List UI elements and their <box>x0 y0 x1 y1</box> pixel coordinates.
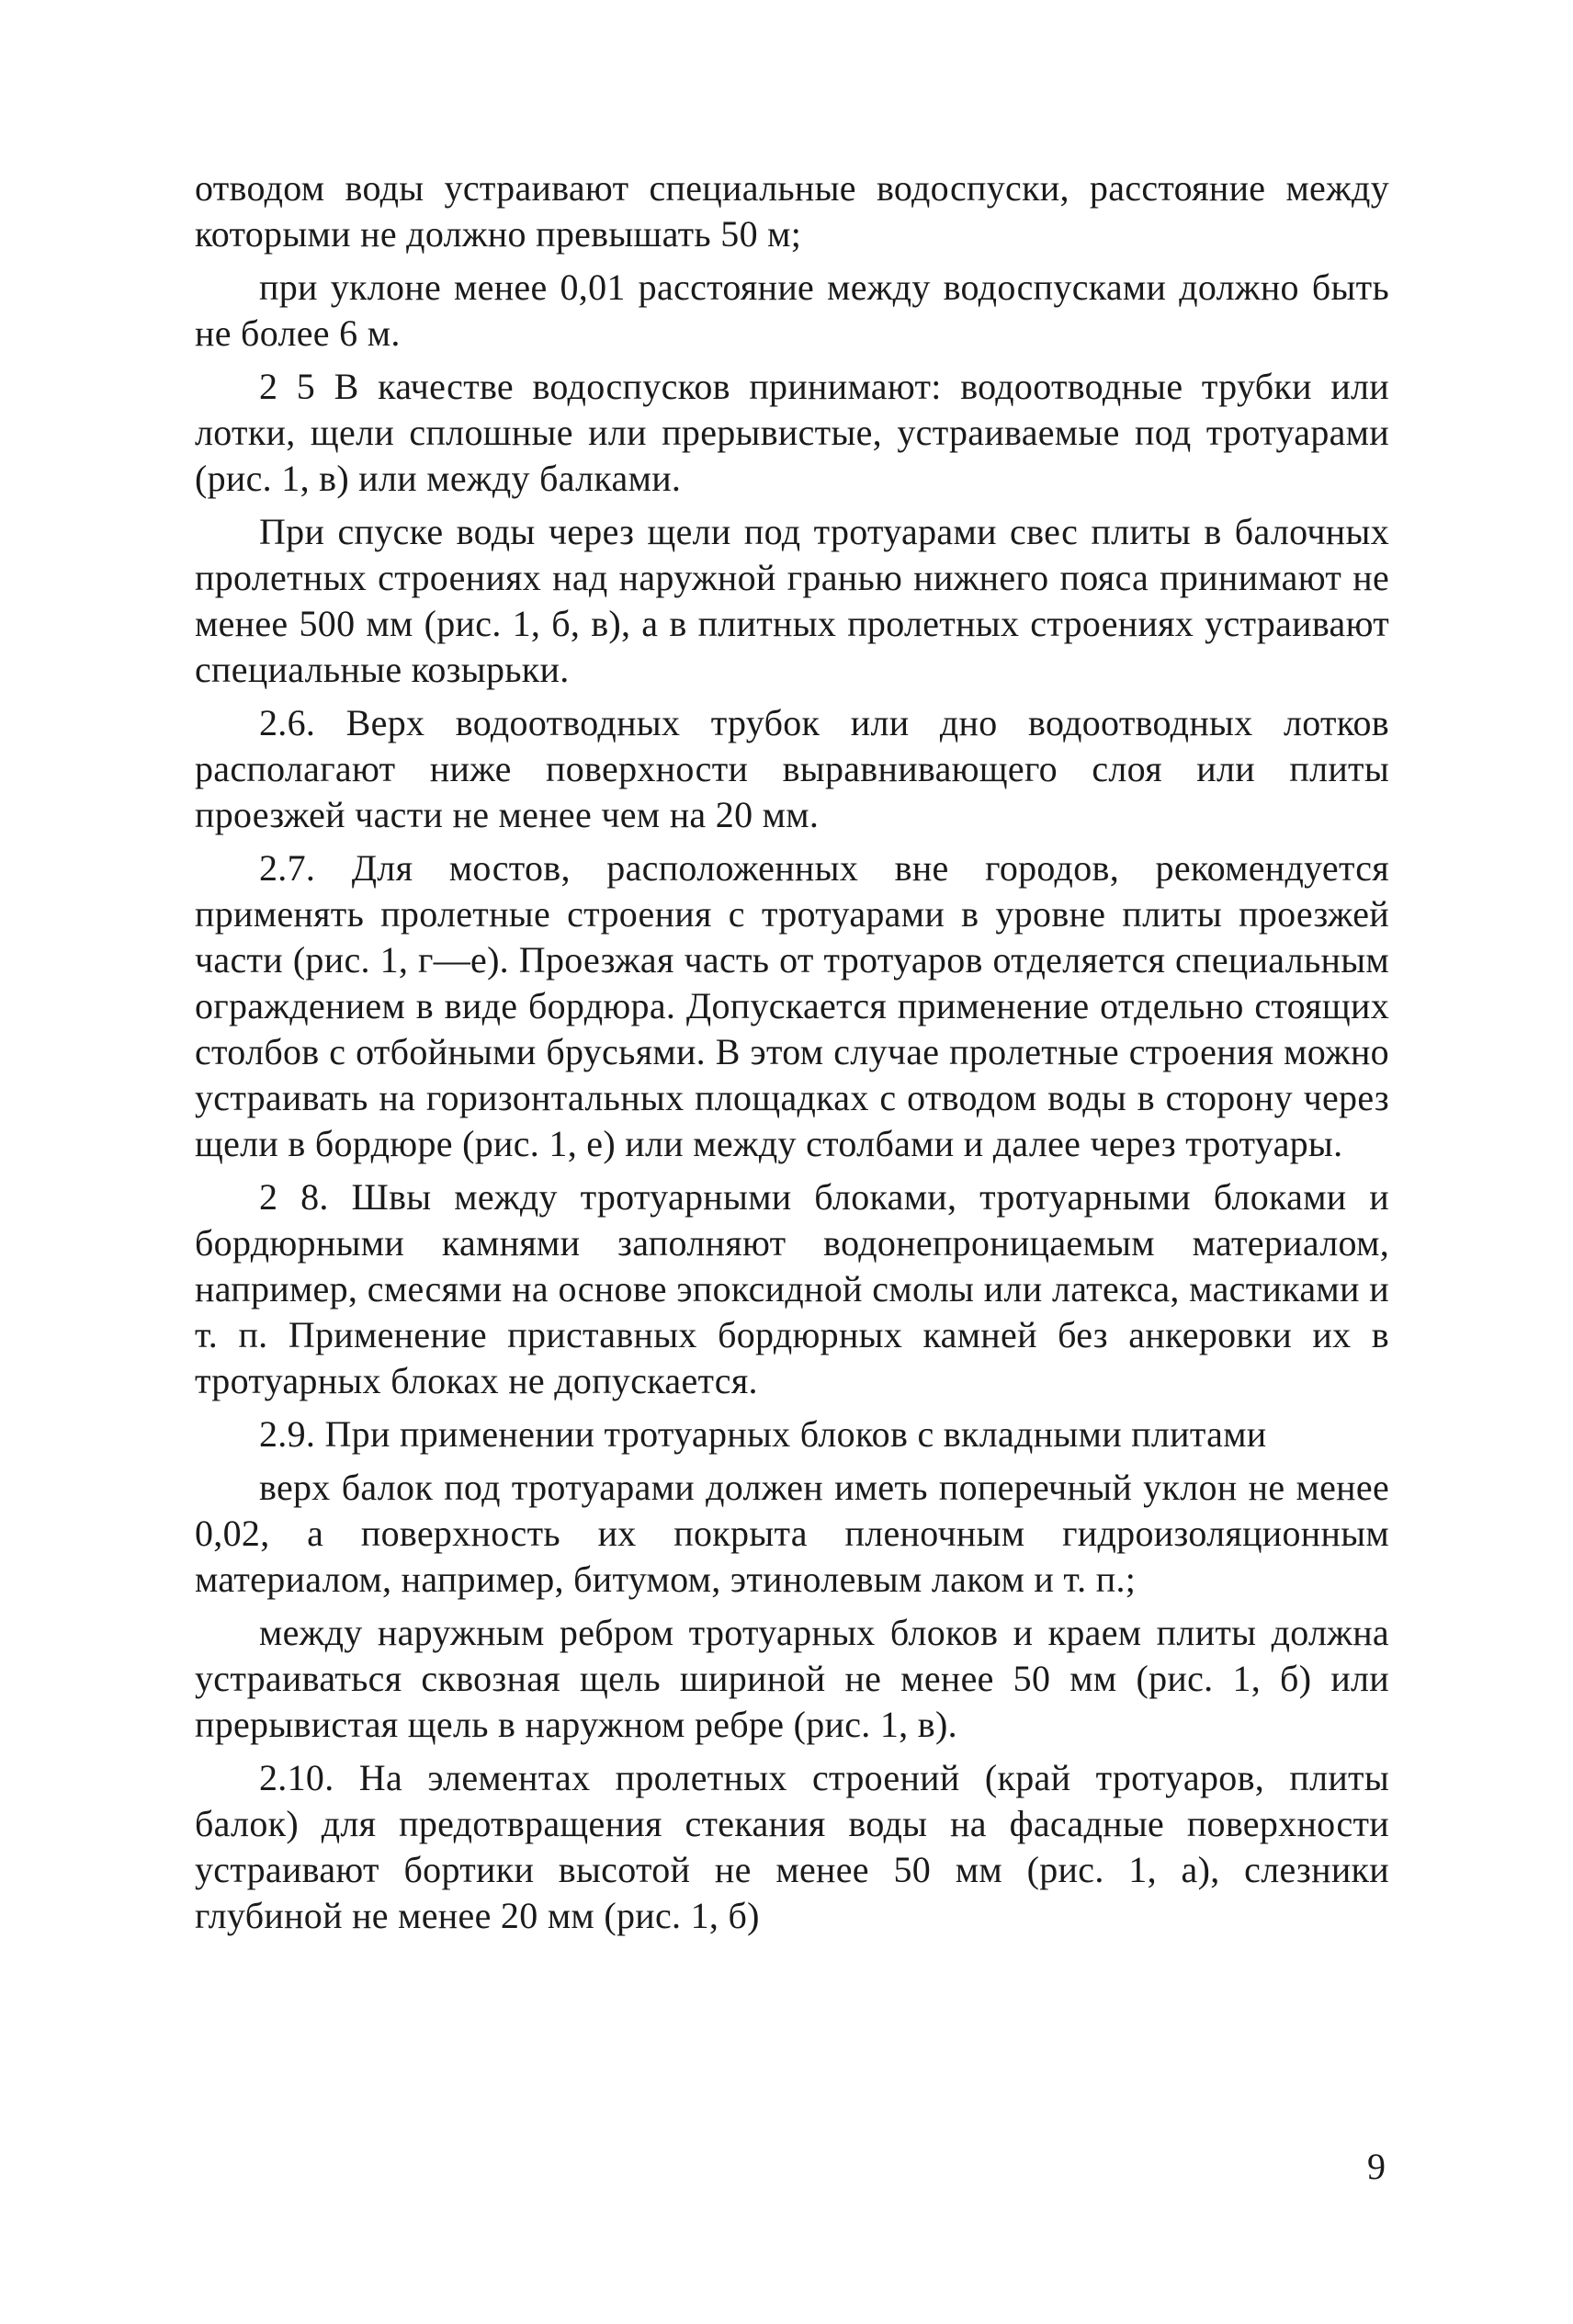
paragraph-2-8: 2 8. Швы между тротуарными блоками, тротуарными блоками и бордюрными камнями заполняют водонепроницаемым материалом, например, смесями на основе эпоксидной смолы или латекса, мастиками и т. п. Применение приставных бордюрных камней без анкеровки их в тротуарных блоках не допускается. <box>195 1176 1389 1401</box>
paragraph-drainage-spacing: отводом воды устраивают специальные водоспуски, расстояние между которыми не должно превышать 50 м; <box>195 167 1389 255</box>
paragraph-2-6: 2.6. Верх водоотводных трубок или дно водоотводных лотков располагают ниже поверхности выравнивающего слоя или плиты проезжей части не менее чем на 20 мм. <box>195 702 1389 835</box>
document-body <box>195 165 1389 1946</box>
paragraph-through-gap: между наружным ребром тротуарных блоков и краем плиты должна устраиваться сквозная щель шириной не менее 50 мм (рис. 1, б) или прерывистая щель в наружном ребре (рис. 1, в). <box>195 1612 1389 1745</box>
paragraph-beam-slope: верх балок под тротуарами должен иметь поперечный уклон не менее 0,02, а поверхность их покрыта пленочным гидроизоляционным материалом, например, битумом, этинолевым лаком и т. п.; <box>195 1467 1389 1600</box>
paragraph-slope-spacing: при уклоне менее 0,01 расстояние между водоспусками должно быть не более 6 м. <box>195 266 1389 354</box>
page-number: 9 <box>1367 2146 1386 2187</box>
paragraph-2-7: 2.7. Для мостов, расположенных вне городов, рекомендуется применять пролетные строения с тротуарами в уровне плиты проезжей части (рис. 1, г—е). Проезжая часть от тротуаров отделяется специальным ограждением в виде бордюра. Допускается применение отдельно стоящих столбов с отбойными брусьями. В этом случае пролетные строения можно устраивать на горизонтальных площадках с отводом воды в сторону через щели в бордюре (рис. 1, е) или между столбами и далее через тротуары. <box>195 847 1389 1164</box>
paragraph-2-9: 2.9. При применении тротуарных блоков с вкладными плитами <box>259 1413 1267 1455</box>
paragraph-slab-overhang: При спуске воды через щели под тротуарами свес плиты в балочных пролетных строениях над наружной гранью нижнего пояса принимают не менее 500 мм (рис. 1, б, в), а в плитных пролетных строениях устраивают специальные козырьки. <box>195 511 1389 690</box>
paragraph-2-10: 2.10. На элементах пролетных строений (край тротуаров, плиты балок) для предотвращения стекания воды на фасадные поверхности устраивают бортики высотой не менее 50 мм (рис. 1, а), слезники глубиной не менее 20 мм (рис. 1, б) <box>195 1757 1389 1936</box>
paragraph-2-5: 2 5 В качестве водоспусков принимают: водоотводные трубки или лотки, щели сплошные или прерывистые, устраиваемые под тротуарами (рис. 1, в) или между балками. <box>195 366 1389 499</box>
